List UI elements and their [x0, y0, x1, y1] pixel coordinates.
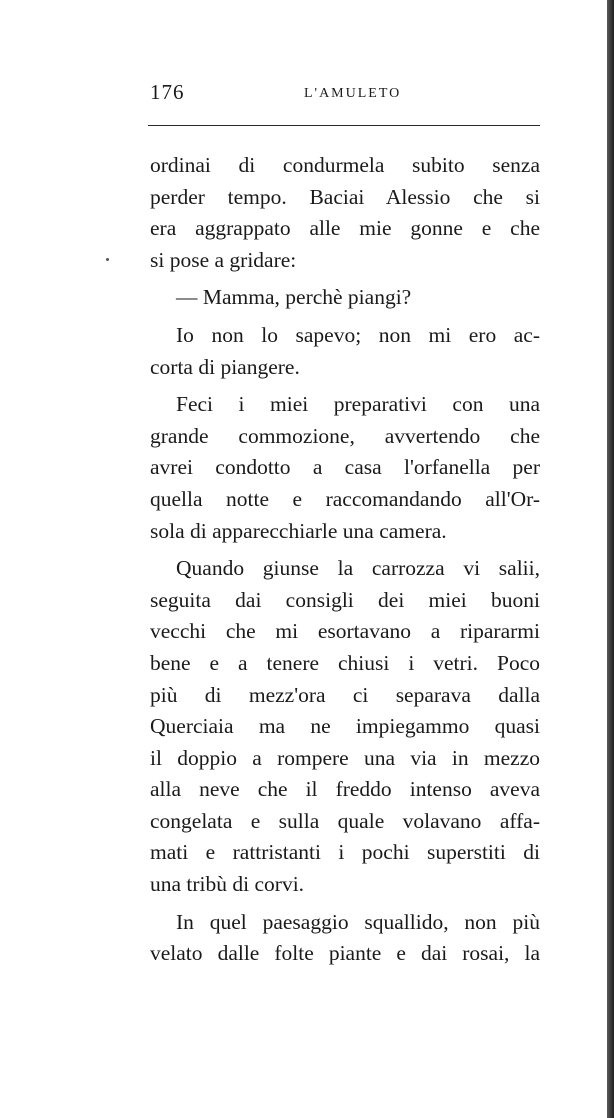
header-rule: [148, 125, 540, 126]
text-line: Io non lo sapevo; non mi ero ac-: [176, 322, 540, 347]
page-header: [150, 80, 540, 110]
text-line: grande commozione, avvertendo che: [150, 423, 540, 448]
page-edge: [607, 0, 614, 1118]
text-line: avrei condotto a casa l'orfanella per: [150, 455, 540, 480]
text-line: In quel paesaggio squallido, non più: [176, 909, 540, 934]
text-line: bene e a tenere chiusi i vetri. Poco: [150, 650, 540, 675]
paragraph: [150, 907, 540, 970]
page-speck: [106, 258, 109, 261]
text-line: alla neve che il freddo intenso aveva: [150, 777, 540, 802]
paragraph: [150, 389, 540, 547]
paragraph: [150, 282, 540, 314]
text-line: una tribù di corvi.: [150, 872, 305, 897]
text-line: era aggrappato alle mie gonne e che: [150, 216, 540, 241]
text-line: si pose a gridare:: [150, 247, 297, 272]
paragraph: [150, 150, 540, 276]
text-line: corta di piangere.: [150, 354, 300, 379]
text-line: ordinai di condurmela subito senza: [150, 153, 540, 177]
paragraph: [150, 320, 540, 383]
text-line: sola di apparecchiarle una camera.: [150, 518, 447, 543]
text-line: velato dalle folte piante e dai rosai, la: [150, 941, 540, 966]
text-line: congelata e sulla quale volavano affa-: [150, 808, 540, 833]
body-text: [150, 150, 540, 970]
text-line: — Mamma, perchè piangi?: [176, 285, 412, 310]
page-number: 176: [150, 80, 185, 104]
text-line: Quando giunse la carrozza vi salii,: [176, 556, 540, 581]
text-line: vecchi che mi esortavano a ripararmi: [150, 619, 540, 644]
text-line: Feci i miei preparativi con una: [176, 392, 540, 417]
text-line: seguita dai consigli dei miei buoni: [150, 587, 540, 612]
running-title: L'AMULETO: [304, 86, 402, 101]
text-line: perder tempo. Baciai Alessio che si: [150, 184, 540, 209]
text-line: più di mezz'ora ci separava dalla: [150, 682, 540, 707]
text-line: quella notte e raccomandando all'Or-: [150, 486, 540, 511]
paragraph: [150, 553, 540, 901]
text-line: Querciaia ma ne impiegammo quasi: [150, 714, 540, 739]
text-line: il doppio a rompere una via in mezzo: [150, 745, 540, 770]
text-line: mati e rattristanti i pochi superstiti di: [150, 840, 540, 865]
